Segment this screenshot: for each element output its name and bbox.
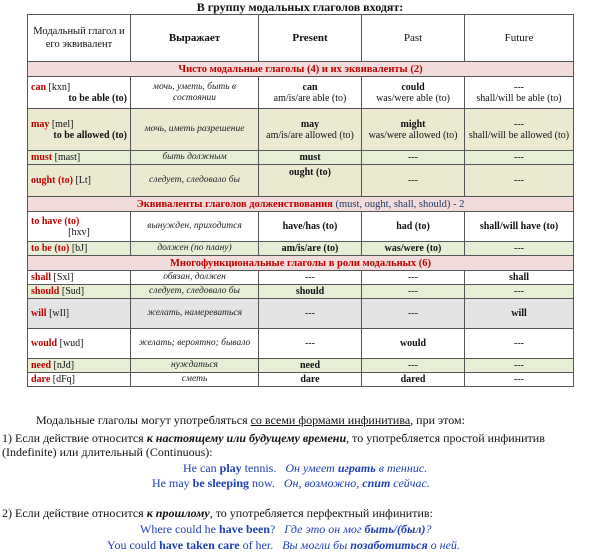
table-row bbox=[28, 77, 574, 109]
present-form: can bbox=[302, 81, 318, 93]
verb-name: ought (to) bbox=[31, 175, 73, 186]
present-form: must bbox=[259, 151, 362, 165]
text-emphasis: к настоящему или будущему времени bbox=[146, 431, 347, 445]
example-en: He can play tennis. bbox=[183, 461, 277, 475]
example-line bbox=[0, 476, 600, 491]
intro-paragraph bbox=[0, 413, 600, 428]
transcription: [wIl] bbox=[49, 308, 70, 319]
future-form: --- bbox=[465, 329, 574, 359]
verb-equivalent: to be allowed (to) bbox=[53, 129, 127, 141]
verb-name: would bbox=[31, 338, 58, 349]
transcription: [kxn] bbox=[48, 81, 71, 93]
meaning: желать, намереваться bbox=[131, 299, 259, 329]
meaning: желать; вероятно; бывало bbox=[131, 329, 259, 359]
past-form: --- bbox=[362, 285, 465, 299]
text-fragment: со всеми формами инфинитива bbox=[250, 413, 411, 427]
past-form: was/were (to) bbox=[362, 242, 465, 256]
present-form: may bbox=[300, 118, 320, 130]
present-form: am/is/are allowed (to) bbox=[266, 129, 354, 141]
future-form: --- bbox=[465, 359, 574, 373]
past-form: would bbox=[362, 329, 465, 359]
table-row bbox=[28, 271, 574, 285]
page-title: В группу модальных глаголов входят: bbox=[196, 0, 404, 14]
transcription: [nJd] bbox=[53, 360, 75, 371]
example-line bbox=[0, 461, 600, 476]
table-row bbox=[28, 165, 574, 197]
future-form: shall/will have (to) bbox=[465, 212, 574, 242]
future-form: shall/will be allowed (to) bbox=[468, 129, 570, 141]
example-ru: Где это он мог быть/(был)? bbox=[284, 522, 432, 536]
present-form: should bbox=[259, 285, 362, 299]
meaning: быть должным bbox=[131, 151, 259, 165]
table-row bbox=[28, 212, 574, 242]
present-form: am/is/are able (to) bbox=[273, 92, 347, 104]
rule-1-paragraph bbox=[0, 431, 600, 446]
verb-name: should bbox=[31, 286, 60, 297]
transcription: [bJ] bbox=[71, 243, 88, 254]
header-present: Present bbox=[259, 15, 362, 62]
table-row bbox=[28, 151, 574, 165]
example-line bbox=[0, 538, 600, 553]
future-form: --- bbox=[465, 285, 574, 299]
example-ru: Он умеет играть в теннис. bbox=[285, 461, 428, 475]
future-form: --- bbox=[465, 165, 574, 197]
verb-equivalent: to be able (to) bbox=[68, 92, 127, 104]
present-form: dare bbox=[259, 373, 362, 387]
meaning: мочь, иметь разрешение bbox=[131, 109, 259, 151]
past-form: could bbox=[401, 81, 425, 93]
verb-name: to have (to) bbox=[31, 215, 80, 227]
example-ru: Вы могли бы позаботиться о ней. bbox=[282, 538, 460, 552]
future-form: --- bbox=[514, 81, 524, 93]
transcription: [mel] bbox=[51, 118, 74, 130]
table-row bbox=[28, 359, 574, 373]
transcription: [dFq] bbox=[52, 374, 75, 385]
section-title: Эквиваленты глаголов долженствования bbox=[136, 198, 333, 210]
meaning: мочь, уметь, быть в состоянии bbox=[131, 77, 259, 109]
example-en: Where could he have been? bbox=[140, 522, 276, 536]
past-form: --- bbox=[362, 165, 465, 197]
past-form: was/were allowed (to) bbox=[368, 129, 458, 141]
table-row bbox=[28, 242, 574, 256]
present-form: need bbox=[259, 359, 362, 373]
future-form: shall/will be able (to) bbox=[476, 92, 562, 104]
present-form: am/is/are (to) bbox=[259, 242, 362, 256]
past-form: was/were able (to) bbox=[376, 92, 450, 104]
verb-name: to be (to) bbox=[31, 243, 70, 254]
meaning: следует, следовало бы bbox=[131, 165, 259, 197]
table-row bbox=[28, 299, 574, 329]
table-header bbox=[28, 15, 574, 62]
future-form: --- bbox=[514, 118, 524, 130]
transcription: [Lt] bbox=[75, 175, 91, 186]
transcription: [mast] bbox=[54, 152, 81, 163]
header-future: Future bbox=[465, 15, 574, 62]
header-past: Past bbox=[362, 15, 465, 62]
meaning: должен (по плану) bbox=[131, 242, 259, 256]
future-form: shall bbox=[465, 271, 574, 285]
meaning: вынужден, приходится bbox=[131, 212, 259, 242]
verb-name: must bbox=[31, 152, 53, 163]
text-fragment: , при этом: bbox=[410, 413, 465, 427]
header-verb: Модальный глагол и его эквивалент bbox=[28, 15, 131, 62]
text-emphasis: к прошлому bbox=[146, 506, 210, 520]
meaning: обязан, должен bbox=[131, 271, 259, 285]
example-en: He may be sleeping now. bbox=[152, 476, 275, 490]
table-row bbox=[28, 329, 574, 359]
text-fragment: , то употребляется перфектный инфинитив: bbox=[209, 506, 433, 520]
section-heading bbox=[28, 256, 574, 271]
present-form: ought (to) bbox=[259, 165, 362, 197]
meaning: нуждаться bbox=[131, 359, 259, 373]
present-form: --- bbox=[259, 271, 362, 285]
past-form: --- bbox=[362, 359, 465, 373]
example-line bbox=[0, 522, 600, 537]
meaning: следует, следовало бы bbox=[131, 285, 259, 299]
meaning: сметь bbox=[131, 373, 259, 387]
rule-1-continuation bbox=[0, 445, 600, 460]
transcription: [Sud] bbox=[61, 286, 85, 297]
past-form: --- bbox=[362, 151, 465, 165]
past-form: had (to) bbox=[362, 212, 465, 242]
future-form: --- bbox=[465, 242, 574, 256]
transcription: [hxv] bbox=[68, 226, 90, 238]
section-title: Многофункциональные глаголы в роли модальных (6) bbox=[170, 257, 431, 269]
verb-name: can bbox=[31, 81, 46, 93]
example-en: You could have taken care of her. bbox=[107, 538, 274, 552]
future-form: --- bbox=[465, 151, 574, 165]
verb-name: shall bbox=[31, 272, 52, 283]
present-form: --- bbox=[259, 299, 362, 329]
verb-name: need bbox=[31, 360, 51, 371]
verb-name: will bbox=[31, 308, 47, 319]
verb-name: dare bbox=[31, 374, 51, 385]
present-form: --- bbox=[259, 329, 362, 359]
transcription: [wud] bbox=[59, 338, 84, 349]
present-form: have/has (to) bbox=[259, 212, 362, 242]
table-row bbox=[28, 109, 574, 151]
future-form: --- bbox=[465, 373, 574, 387]
future-form: will bbox=[465, 299, 574, 329]
past-form: --- bbox=[362, 271, 465, 285]
example-ru: Он, возможно, спит сейчас. bbox=[283, 476, 430, 490]
section-subtitle: (must, ought, shall, should) - 2 bbox=[332, 198, 465, 210]
text-fragment: Модальные глаголы могут употребляться bbox=[36, 413, 251, 427]
section-heading bbox=[28, 62, 574, 77]
text-fragment: (Indefinite) или длительный (Continuous): bbox=[2, 445, 213, 459]
section-heading bbox=[28, 197, 574, 212]
table-row bbox=[28, 373, 574, 387]
verb-name: may bbox=[31, 118, 50, 130]
header-meaning: Выражает bbox=[131, 15, 259, 62]
rule-2-paragraph bbox=[0, 506, 600, 521]
text-fragment: 1) Если действие относится bbox=[2, 431, 147, 445]
transcription: [Sxl] bbox=[53, 272, 74, 283]
table-row bbox=[28, 285, 574, 299]
modal-verbs-table bbox=[27, 14, 574, 387]
past-form: dared bbox=[362, 373, 465, 387]
text-fragment: 2) Если действие относится bbox=[2, 506, 147, 520]
past-form: might bbox=[400, 118, 426, 130]
text-fragment: , то употребляется простой инфинитив bbox=[346, 431, 545, 445]
past-form: --- bbox=[362, 299, 465, 329]
section-title: Чисто модальные глаголы (4) и их эквиваленты (2) bbox=[178, 63, 423, 75]
